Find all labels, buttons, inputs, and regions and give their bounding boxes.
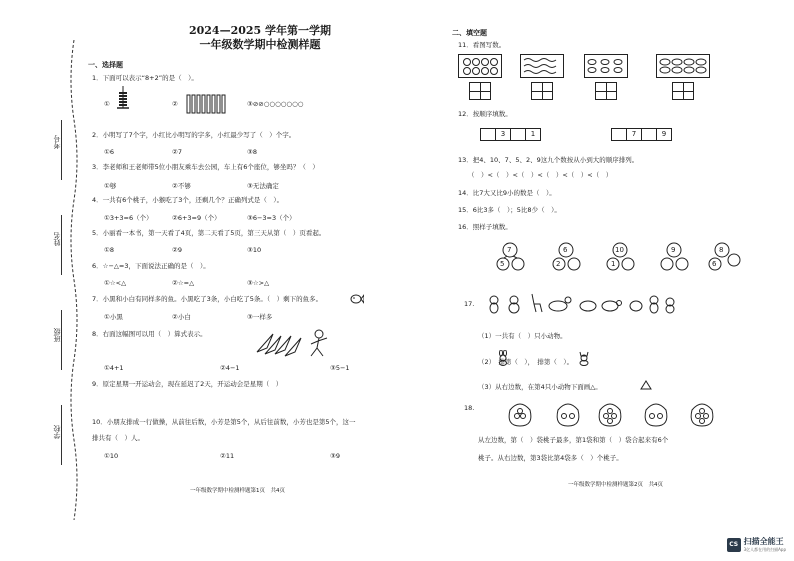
question-9: 9．原定星期一开运动会，现在延迟了2天，开运动会是星期（ ） <box>92 380 283 388</box>
q3-option-2: ②不够 <box>172 182 191 190</box>
watermark-name: 扫描全能王 <box>743 537 784 546</box>
flowers-icon <box>459 55 501 77</box>
question-17: 17. <box>464 300 475 308</box>
question-17-part-3: （3）从右边数，在第4只小动物下面画△。 <box>478 383 602 391</box>
sticks-bundle-icon <box>521 55 563 77</box>
q4-option-1: ①3+3=6（个） <box>104 214 153 222</box>
rabbit-icon <box>497 350 509 366</box>
q12-a-box: 1 <box>525 128 541 141</box>
question-18-line-1: 从左边数，第（ ）袋桃子最多，第1袋和第（ ）袋合起来有6个 <box>478 436 669 444</box>
q11-picture-1 <box>458 54 502 78</box>
abacus-icon <box>116 86 130 110</box>
camscanner-logo-icon: CS <box>727 538 741 552</box>
q5-option-2: ②9 <box>172 246 182 254</box>
scanner-watermark <box>727 536 786 553</box>
cat-decomposition-icon <box>548 240 590 274</box>
q11-answer-grid-1[interactable] <box>469 82 491 100</box>
q5-option-1: ①8 <box>104 246 114 254</box>
q16-top-number-2: 6 <box>563 246 568 254</box>
q4-option-3: ③6−3=3（个） <box>247 214 296 222</box>
q3-option-3: ③无法确定 <box>247 182 279 190</box>
q11-answer-grid-4[interactable] <box>672 82 694 100</box>
cat-icon <box>577 350 591 366</box>
q16-bottom-number-3: 1 <box>611 260 616 268</box>
q4-option-2: ②6+3=9（个） <box>172 214 221 222</box>
question-4: 4．一共有6个桃子，小猴吃了3个，还剩几个？正确列式是（ ）。 <box>92 196 284 204</box>
q10-option-3: ③9 <box>330 452 340 460</box>
exam-number-label: 考号 <box>53 135 61 149</box>
q1-option-1: ① <box>104 100 110 108</box>
question-1: 1．下面可以表示“8+2”的是（ ）。 <box>92 74 198 82</box>
q10-option-2: ②11 <box>220 452 235 460</box>
q12-a-box[interactable] <box>510 128 526 141</box>
question-15: 15．6比3多（ ）；5比8少（ ）。 <box>458 206 561 214</box>
q16-top-number-4: 9 <box>671 246 676 254</box>
q6-option-1: ①☆<△ <box>104 279 127 287</box>
q6-option-3: ③☆>△ <box>247 279 270 287</box>
title-line-2: 一年级数学期中检测样题 <box>199 38 321 51</box>
q7-option-1: ①小黑 <box>104 313 123 321</box>
question-11: 11．看图写数。 <box>458 41 506 49</box>
q16-top-number-3: 10 <box>615 246 624 254</box>
q11-picture-3 <box>584 54 628 78</box>
q12-b-box[interactable] <box>611 128 627 141</box>
question-5: 5．小丽看一本书，第一天看了4页，第二天看了5页，第三天从第（ ）页看起。 <box>92 229 326 237</box>
q2-option-2: ②7 <box>172 148 182 156</box>
q2-option-3: ③8 <box>247 148 257 156</box>
fish-icon <box>350 293 364 305</box>
name-line <box>61 215 62 275</box>
q16-item-3 <box>602 240 644 274</box>
q16-bottom-number-1: 5 <box>500 260 505 268</box>
section-choice-heading: 一、选择题 <box>88 61 123 69</box>
question-14: 14．比7大又比9小的数是（ ）。 <box>458 189 556 197</box>
peach-bags-illustration <box>506 398 726 428</box>
q16-item-4 <box>656 240 698 274</box>
right-page-footer: 一年级数学期中检测样题第2页 共4页 <box>568 482 663 488</box>
question-8: 8．右面这幅图可以用（ ）算式表示。 <box>92 330 207 338</box>
question-6: 6．☆−△=3，下面说法正确的是（ ）。 <box>92 262 210 270</box>
q11-picture-2 <box>520 54 564 78</box>
q2-option-1: ①6 <box>104 148 114 156</box>
triangle-icon <box>640 380 652 390</box>
question-17-part-2: （2） 排第（ ）， 排第（ ）。 <box>478 358 574 366</box>
title-line-1: 2024—2025 学年第一学期 <box>188 24 332 37</box>
bunny-decomposition-icon <box>494 240 536 274</box>
left-page-footer: 一年级数学期中检测样题第1页 共4页 <box>190 488 285 494</box>
q16-item-5 <box>706 240 748 274</box>
cat-decomposition-icon <box>656 240 698 274</box>
q8-option-1: ①4+1 <box>104 364 124 372</box>
q11-picture-4 <box>656 54 710 78</box>
q12-b-box: 7 <box>626 128 642 141</box>
q16-top-number-1: 7 <box>507 246 512 254</box>
q16-top-number-5: 8 <box>719 246 724 254</box>
q12-sequence-a <box>480 128 540 141</box>
q12-b-box[interactable] <box>641 128 657 141</box>
q12-a-box[interactable] <box>480 128 496 141</box>
exam-number-line <box>61 120 62 180</box>
q5-option-3: ③10 <box>247 246 262 254</box>
question-7: 7．小黑和小白有同样多的鱼。小黑吃了3条，小白吃了5条。（ ）剩下的鱼多。 <box>92 295 323 303</box>
question-18: 18. <box>464 404 475 412</box>
q1-option-3: ③⊘⊘○○○○○○○ <box>247 100 304 108</box>
q8-option-2: ②4−1 <box>220 364 240 372</box>
q3-option-1: ①够 <box>104 182 117 190</box>
question-13-line-1: 13．把4、10、7、5、2、9这九个数按从小到大的顺序排列。 <box>458 156 639 164</box>
q8-option-3: ③5−1 <box>330 364 350 372</box>
animals-row-illustration <box>488 292 678 314</box>
cat-decomposition-icon <box>706 240 748 274</box>
question-2: 2．小明写了7个字，小红比小明写的字多，小红最少写了（ ）个字。 <box>92 131 296 139</box>
question-16: 16．照样子填数。 <box>458 223 512 231</box>
section-fill-heading: 二、填空题 <box>452 29 487 37</box>
question-18-line-2: 桃子。从右边数，第3袋比第4袋多（ ）个桃子。 <box>478 454 623 462</box>
q12-b-box: 9 <box>656 128 672 141</box>
question-12: 12．按顺序填数。 <box>458 110 512 118</box>
q12-sequence-b <box>611 128 671 141</box>
question-10-line-1: 10．小朋友排成一行做操，从前往后数，小芳是第5个，从后往前数，小芳也是第5个，这一 <box>92 418 356 426</box>
q6-option-2: ②☆=△ <box>172 279 195 287</box>
q16-bottom-number-5: 6 <box>712 260 717 268</box>
binding-line <box>66 40 82 520</box>
q16-bottom-number-2: 2 <box>556 260 561 268</box>
q12-a-box: 3 <box>495 128 511 141</box>
class-line <box>61 310 62 370</box>
question-3: 3．李老师和王老师带5位小朋友乘车去公园，车上有6个座位，够坐吗？（ ） <box>92 163 319 171</box>
q11-answer-grid-3[interactable] <box>595 82 617 100</box>
q7-option-2: ②小白 <box>172 313 191 321</box>
name-label: 姓名 <box>53 232 61 246</box>
question-10-line-2: 排共有（ ）人。 <box>92 434 144 442</box>
q16-item-1 <box>494 240 536 274</box>
class-label: 班级 <box>53 328 61 342</box>
question-13-line-2: （ ）<（ ）<（ ）<（ ）<（ ）<（ ） <box>468 171 613 179</box>
q7-option-3: ③一样多 <box>247 313 273 321</box>
q10-option-1: ①10 <box>104 452 119 460</box>
paper-planes-illustration <box>255 326 335 358</box>
fish-group-icon <box>585 55 627 77</box>
school-label: 学校 <box>53 425 61 439</box>
leaves-icon <box>657 55 709 77</box>
question-17-part-1: （1）一共有（ ）只小动物。 <box>478 332 567 340</box>
q1-option-2: ② <box>172 100 178 108</box>
sticks-icon <box>186 94 226 114</box>
q16-item-2 <box>548 240 590 274</box>
school-line <box>61 405 62 465</box>
watermark-subtitle: 3亿人都在用的扫描App <box>743 547 786 552</box>
q11-answer-grid-2[interactable] <box>531 82 553 100</box>
